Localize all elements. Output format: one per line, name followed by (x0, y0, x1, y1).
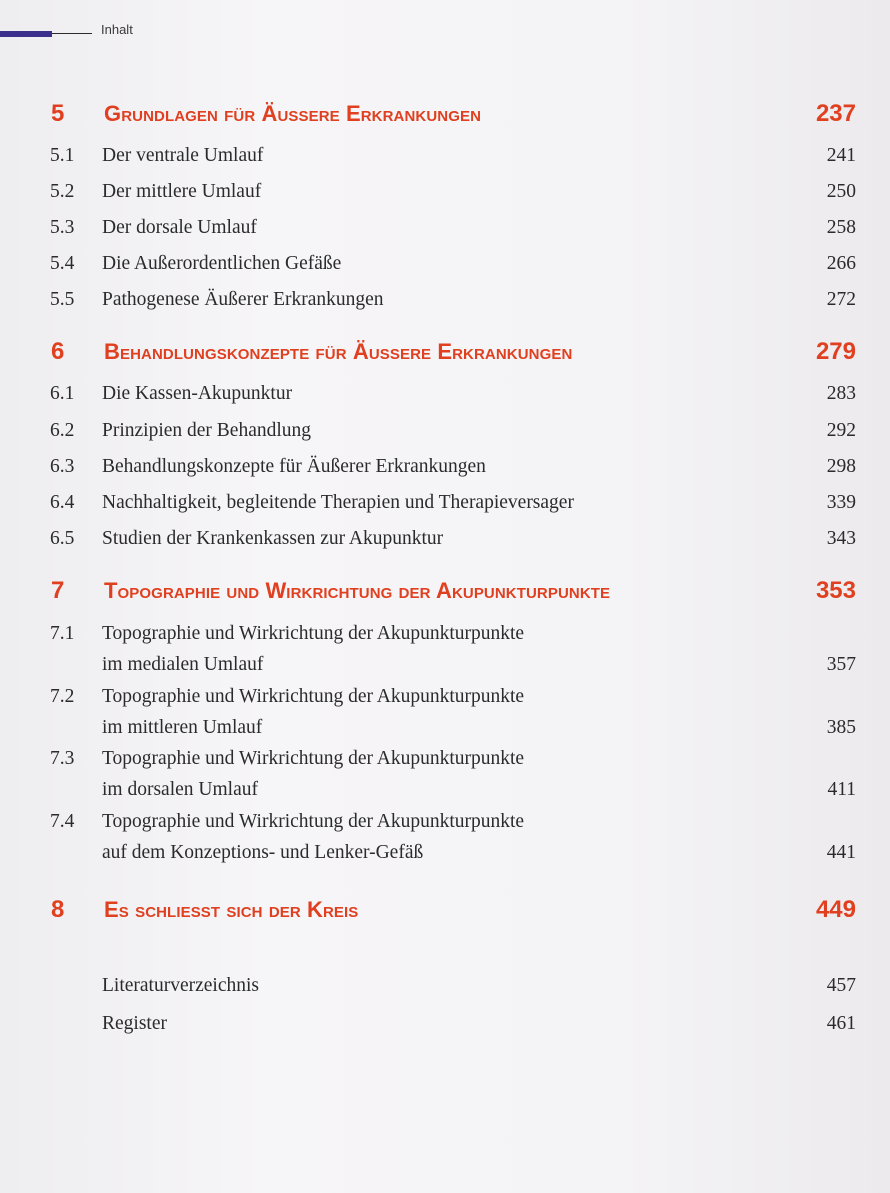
section-number: 7.4 (50, 811, 75, 832)
toc-entry[interactable] (50, 176, 856, 207)
header-accent-bar (0, 31, 52, 37)
section-number: 6.2 (50, 420, 75, 441)
section-title: Studien der Krankenkassen zur Akupunktur (102, 528, 444, 549)
section-page-number: 411 (827, 779, 856, 800)
section-title-continued: im medialen Umlauf (102, 654, 264, 675)
section-title: Der mittlere Umlauf (102, 181, 262, 202)
chapter-page-number: 237 (815, 100, 856, 127)
back-matter-page-number: 457 (826, 975, 856, 996)
chapter-number: 7 (51, 577, 65, 604)
section-title: Die Kassen-Akupunktur (102, 383, 293, 404)
toc-entry[interactable] (50, 743, 856, 805)
section-number: 5.1 (50, 145, 75, 166)
toc-entry[interactable] (50, 523, 856, 554)
toc-entry[interactable] (50, 378, 856, 409)
section-page-number: 292 (826, 420, 856, 441)
chapter-heading[interactable] (48, 577, 856, 611)
section-number: 7.2 (50, 686, 75, 707)
section-page-number: 272 (826, 289, 856, 310)
section-title: Topographie und Wirkrichtung der Akupunkturpunkte (102, 748, 525, 769)
section-title: Behandlungskonzepte für Äußerer Erkrankungen (102, 456, 486, 477)
chapter-title: Es schliesst sich der Kreis (104, 897, 359, 922)
section-page-number: 357 (826, 654, 856, 675)
chapter-title: Grundlagen für Äussere Erkrankungen (104, 101, 482, 126)
section-number: 5.4 (50, 253, 75, 274)
section-number: 6.3 (50, 456, 75, 477)
section-title: Die Außerordentlichen Gefäße (102, 253, 342, 274)
chapter-number: 6 (51, 338, 65, 365)
back-matter-title: Register (102, 1013, 167, 1034)
toc-entry[interactable] (50, 415, 856, 446)
back-matter-entry[interactable] (50, 970, 856, 1001)
chapter-title: Behandlungskonzepte für Äussere Erkrankungen (104, 339, 573, 364)
section-number: 7.1 (50, 623, 75, 644)
section-page-number: 266 (826, 253, 856, 274)
chapter-heading[interactable] (48, 338, 856, 372)
section-title: Der dorsale Umlauf (102, 217, 257, 238)
chapter-heading[interactable] (48, 100, 856, 134)
section-title-continued: im dorsalen Umlauf (102, 779, 258, 800)
section-page-number: 385 (826, 717, 856, 738)
chapter-page-number: 353 (815, 577, 856, 604)
chapter-page-number: 449 (815, 896, 856, 923)
section-page-number: 241 (826, 145, 856, 166)
section-number: 6.4 (50, 492, 75, 513)
section-page-number: 441 (826, 842, 856, 863)
section-title: Topographie und Wirkrichtung der Akupunkturpunkte (102, 623, 525, 644)
toc-entry[interactable] (50, 140, 856, 171)
chapter-title: Topographie und Wirkrichtung der Akupunkturpunkte (104, 578, 611, 603)
section-title: Topographie und Wirkrichtung der Akupunkturpunkte (102, 686, 525, 707)
section-page-number: 258 (826, 217, 856, 238)
toc-entry[interactable] (50, 212, 856, 243)
toc-entry[interactable] (50, 618, 856, 680)
section-number: 5.5 (50, 289, 75, 310)
section-page-number: 250 (826, 181, 856, 202)
section-number: 5.2 (50, 181, 75, 202)
chapter-page-number: 279 (815, 338, 856, 365)
chapter-heading[interactable] (48, 896, 856, 930)
toc-entry[interactable] (50, 806, 856, 868)
section-page-number: 298 (826, 456, 856, 477)
chapter-number: 8 (51, 896, 65, 923)
toc-entry[interactable] (50, 248, 856, 279)
section-title: Der ventrale Umlauf (102, 145, 264, 166)
section-number: 6.1 (50, 383, 75, 404)
section-title: Nachhaltigkeit, begleitende Therapien und Therapieversager (102, 492, 574, 513)
running-header: Inhalt (101, 22, 133, 37)
section-title: Prinzipien der Behandlung (102, 420, 312, 441)
section-number: 6.5 (50, 528, 75, 549)
section-page-number: 339 (826, 492, 856, 513)
section-page-number: 343 (826, 528, 856, 549)
chapter-number: 5 (51, 100, 65, 127)
back-matter-title: Literaturverzeichnis (102, 975, 259, 996)
header-rule (52, 33, 92, 34)
section-title: Pathogenese Äußerer Erkrankungen (102, 289, 384, 310)
toc-entry[interactable] (50, 487, 856, 518)
toc-entry[interactable] (50, 451, 856, 482)
section-page-number: 283 (826, 383, 856, 404)
section-title: Topographie und Wirkrichtung der Akupunkturpunkte (102, 811, 525, 832)
section-number: 5.3 (50, 217, 75, 238)
section-title-continued: im mittleren Umlauf (102, 717, 263, 738)
section-title-continued: auf dem Konzeptions- und Lenker-Gefäß (102, 842, 424, 863)
back-matter-page-number: 461 (826, 1013, 856, 1034)
back-matter-entry[interactable] (50, 1008, 856, 1039)
toc-entry[interactable] (50, 681, 856, 743)
toc-entry[interactable] (50, 284, 856, 315)
section-number: 7.3 (50, 748, 75, 769)
